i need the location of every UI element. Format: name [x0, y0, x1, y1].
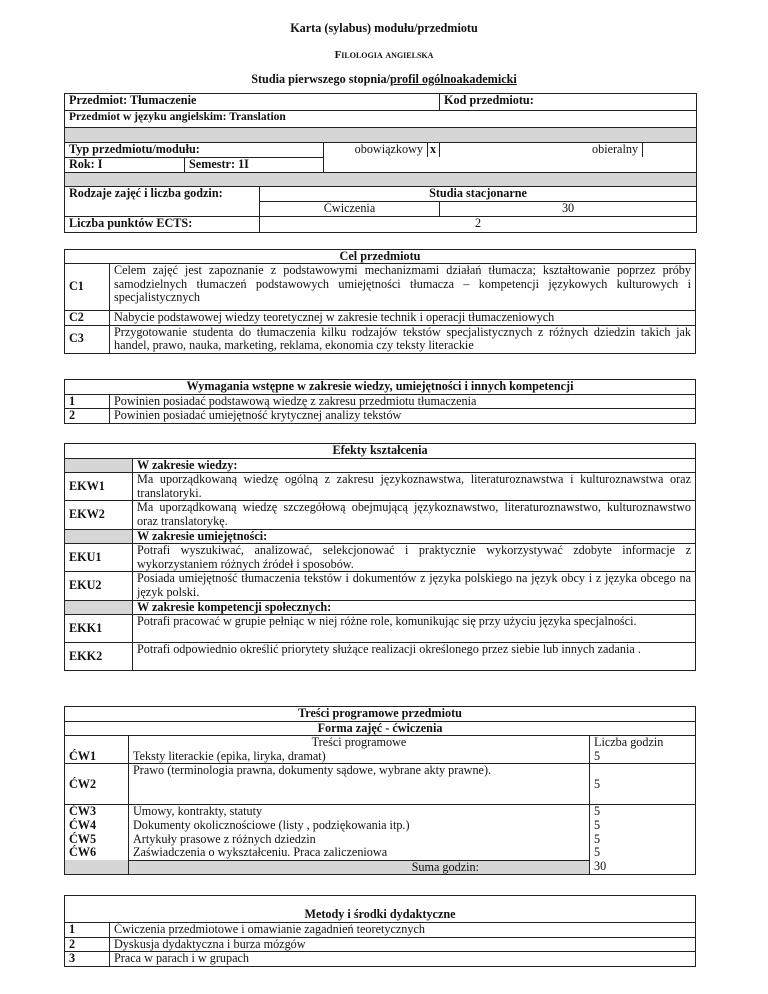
- outcome-text: Posiada umiejętność tłumaczenia tekstów i dokumentów z języka polskiego na język obcy i z języka obcego na język polski.: [133, 572, 696, 600]
- content-id: ĆW5: [65, 833, 129, 847]
- goal-id: C3: [65, 325, 110, 353]
- goal-id: C1: [65, 264, 110, 311]
- content-hours: 5: [590, 805, 696, 819]
- year: Rok: I: [65, 157, 185, 172]
- outcome-text: Ma uporządkowaną wiedzę szczegółową obejmującą językoznawstwo, literaturoznawstwo, kulturoznawstwo oraz translatorykę.: [133, 501, 696, 529]
- goals-table: [64, 249, 696, 354]
- subject-info-table: [64, 93, 697, 233]
- ects-value: 2: [260, 216, 697, 232]
- goal-text: Celem zajęć jest zapoznanie z podstawowymi mechanizmami działań tłumacza; kształtowanie poprzez próby samodzielnych tłumaczeń podstawowych umiejętności tłumacza – kompetencji językowych kulturowych i specjalistycznych: [110, 264, 696, 311]
- study-profile: profil ogólnoakademicki: [390, 72, 517, 86]
- study-level: [0, 72, 768, 86]
- content-heading: Treści programowe przedmiotu: [65, 707, 696, 722]
- sum-label: Suma godzin:: [129, 860, 590, 875]
- skills-heading: W zakresie umiejętności:: [133, 529, 696, 544]
- subject-name: Przedmiot: Tłumaczenie: [65, 94, 440, 111]
- outcome-id: EKU2: [65, 572, 133, 600]
- semester: Semestr: 1I: [185, 157, 324, 172]
- content-hours: 5: [590, 764, 696, 805]
- content-hours: 5: [590, 846, 696, 860]
- method-id: 1: [65, 923, 110, 938]
- content-table: [64, 706, 696, 875]
- outcomes-heading: Efekty kształcenia: [65, 444, 696, 459]
- study-prefix: Studia pierwszego stopnia/: [251, 72, 391, 86]
- outcome-text: Potrafi wyszukiwać, analizować, selekcjonować i praktycznie wykorzystywać zdobyte informacje z wykorzystaniem różnych źródeł i sposobów.: [133, 544, 696, 572]
- requirement-id: 1: [65, 394, 110, 409]
- outcome-id: EKK1: [65, 615, 133, 643]
- outcome-id: EKW1: [65, 473, 133, 501]
- content-hours: 5: [590, 750, 696, 764]
- goals-heading: Cel przedmiotu: [65, 250, 696, 264]
- content-id: ĆW1: [65, 750, 129, 764]
- faculty-name: [0, 47, 768, 62]
- methods-table: [64, 895, 696, 967]
- empty-cell: [65, 201, 260, 216]
- hours-col-header: Liczba godzin: [590, 736, 696, 750]
- gray-cell: [65, 458, 133, 473]
- elective-box: [643, 143, 697, 158]
- requirement-id: 2: [65, 409, 110, 424]
- methods-heading: Metody i środki dydaktyczne: [65, 896, 696, 923]
- requirement-text: Powinien posiadać podstawową wiedzę z zakresu przedmiotu tłumaczenia: [110, 394, 696, 409]
- classes-label: Rodzaje zajęć i liczba godzin:: [65, 186, 260, 201]
- method-id: 3: [65, 952, 110, 967]
- content-hours: 5: [590, 819, 696, 833]
- outcome-id: EKW2: [65, 501, 133, 529]
- document-title: Karta (sylabus) modułu/przedmiotu: [290, 21, 478, 35]
- requirements-table: [64, 379, 696, 424]
- goal-id: C2: [65, 311, 110, 326]
- mandatory-label: obowiązkowy: [324, 143, 428, 158]
- content-text: Prawo (terminologia prawna, dokumenty sądowe, wybrane akty prawne).: [129, 764, 590, 805]
- social-heading: W zakresie kompetencji społecznych:: [133, 600, 696, 615]
- gray-cell: [65, 600, 133, 615]
- class-type: Ćwiczenia: [260, 201, 440, 216]
- content-id: ĆW4: [65, 819, 129, 833]
- empty-cell: [324, 157, 697, 172]
- content-id: ĆW3: [65, 805, 129, 819]
- method-text: Praca w parach i w grupach: [110, 952, 696, 967]
- outcome-text: Potrafi pracować w grupie pełniąc w niej różne role, komunikując się przy użyciu języka specjalności.: [133, 615, 696, 643]
- requirements-heading: Wymagania wstępne w zakresie wiedzy, umiejętności i innych kompetencji: [65, 380, 696, 395]
- outcome-id: EKK2: [65, 643, 133, 671]
- content-id: ĆW6: [65, 846, 129, 860]
- study-mode: Studia stacjonarne: [260, 186, 697, 201]
- gray-separator: [65, 172, 697, 186]
- content-text: Dokumenty okolicznościowe (listy , podziękowania itp.): [129, 819, 590, 833]
- subject-name-en: Przedmiot w języku angielskim: Translation: [65, 111, 697, 128]
- requirement-text: Powinien posiadać umiejętność krytycznej analizy tekstów: [110, 409, 696, 424]
- ects-label: Liczba punktów ECTS:: [65, 216, 260, 232]
- gray-cell: [65, 529, 133, 544]
- gray-cell: [65, 860, 129, 875]
- content-col-header: Treści programowe: [129, 736, 590, 750]
- class-hours: 30: [440, 201, 697, 216]
- mandatory-mark: x: [428, 143, 440, 158]
- content-form: Forma zajęć - ćwiczenia: [65, 721, 696, 736]
- knowledge-heading: W zakresie wiedzy:: [133, 458, 696, 473]
- outcomes-table: [64, 443, 696, 671]
- content-text: Artykuły prasowe z różnych dziedzin: [129, 833, 590, 847]
- faculty-label: Filologia angielska: [334, 49, 434, 61]
- gray-separator: [65, 128, 697, 143]
- method-id: 2: [65, 937, 110, 952]
- sum-value: 30: [590, 860, 696, 875]
- content-id: ĆW2: [65, 764, 129, 805]
- method-text: Dyskusja dydaktyczna i burza mózgów: [110, 937, 696, 952]
- content-text: Teksty literackie (epika, liryka, dramat): [129, 750, 590, 764]
- subject-code: Kod przedmiotu:: [440, 94, 697, 111]
- method-text: Ćwiczenia przedmiotowe i omawianie zagadnień teoretycznych: [110, 923, 696, 938]
- outcome-text: Ma uporządkowaną wiedzę ogólną z zakresu językoznawstwa, literaturoznawstwa i kulturoznawstwa oraz translatoryki.: [133, 473, 696, 501]
- outcome-text: Potrafi odpowiednio określić priorytety służące realizacji określonego przez siebie lub innych zadania .: [133, 643, 696, 671]
- elective-label: obieralny: [440, 143, 643, 158]
- content-text: Umowy, kontrakty, statuty: [129, 805, 590, 819]
- goal-text: Nabycie podstawowej wiedzy teoretycznej w zakresie technik i operacji tłumaczeniowych: [110, 311, 696, 326]
- empty-cell: [65, 736, 129, 750]
- type-label: Typ przedmiotu/modułu:: [65, 143, 324, 158]
- content-text: Zaświadczenia o wykształceniu. Praca zaliczeniowa: [129, 846, 590, 860]
- outcome-id: EKU1: [65, 544, 133, 572]
- content-hours: 5: [590, 833, 696, 847]
- goal-text: Przygotowanie studenta do tłumaczenia kilku rodzajów tekstów specjalistycznych z różnych dziedzin takich jak handel, prawo, nauka, marketing, reklama, ekonomia czy teksty literackie: [110, 325, 696, 353]
